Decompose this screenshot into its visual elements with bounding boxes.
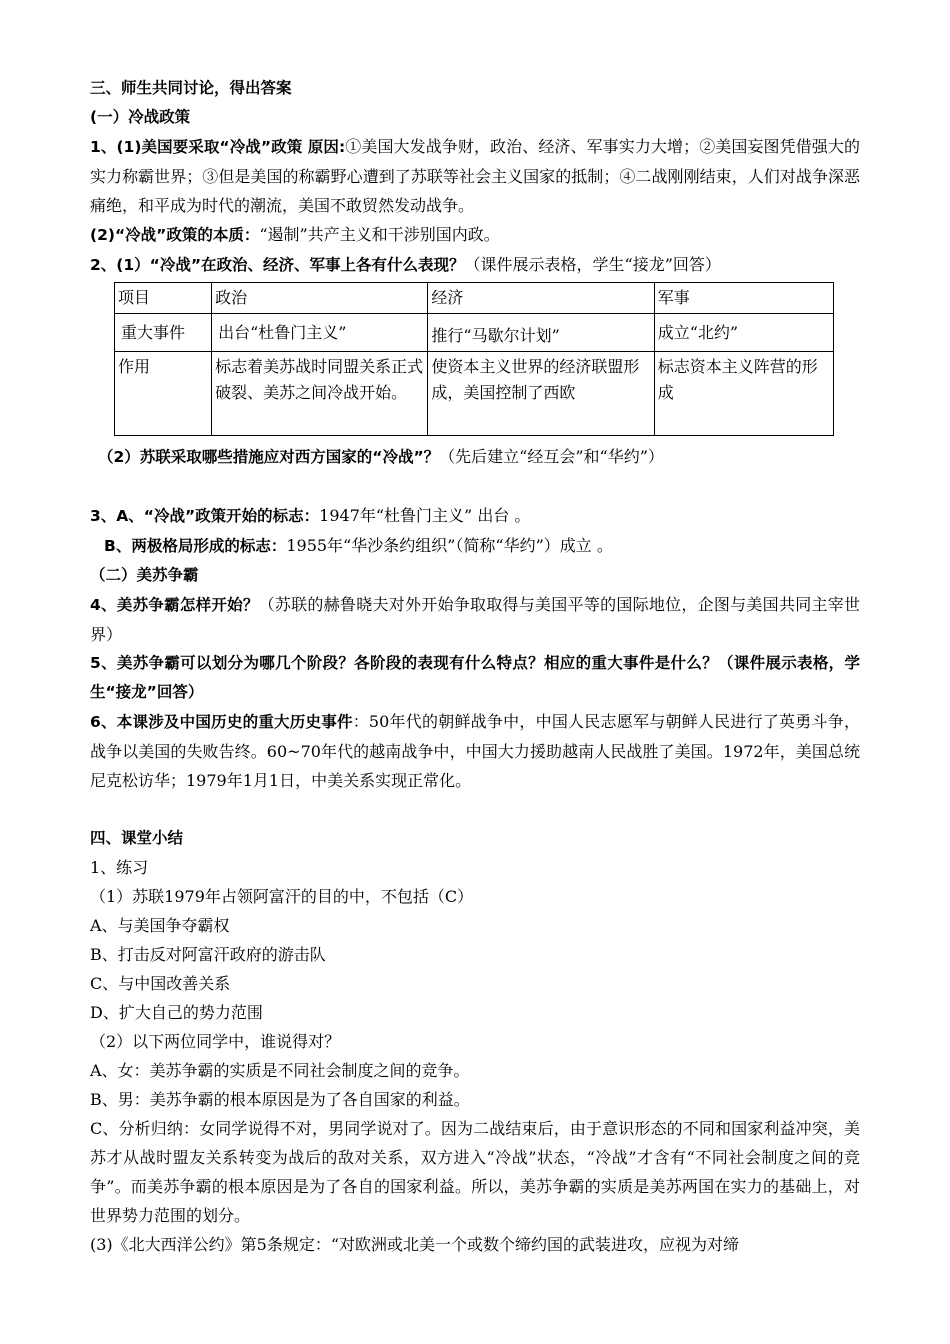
item3b-question: B、两极格局形成的标志： <box>104 537 287 555</box>
question-2-analysis: C、分析归纳：女同学说得不对，男同学说对了。因为二战结束后，由于意识形态的不同和国家利益冲突，美苏才从战时盟友关系转变为战后的敌对关系，双方进入“冷战”状态，“冷战”才含有“不同社会制度之间的竞争”。而美苏争霸的根本原因是为了各自的国家利益。所以，美苏争霸的实质是美苏两国在实力的基础上，对世界势力范围的划分。 <box>90 1119 860 1225</box>
question-1-option-c: C、与中国改善关系 <box>90 974 231 993</box>
item1-question: 1、(1)美国要采取“冷战”政策 原因: <box>90 138 346 156</box>
table-header-cell: 项目 <box>115 283 212 314</box>
table-header-cell: 经济 <box>428 283 654 314</box>
item2-2-paragraph <box>90 442 860 472</box>
item1-answer: ①美国大发战争财，政治、经济、军事实力大增；②美国妄图凭借强大的实力称霸世界；③但是美国的称霸野心遭到了苏联等社会主义国家的抵制；④二战刚刚结束，人们对战争深恶痛绝，和平成为时代的潮流，美国不敢贸然发动战争。 <box>90 137 860 215</box>
table-cell: 出台“杜鲁门主义” <box>212 314 428 352</box>
practice-label: 1、练习 <box>90 858 149 877</box>
table-cell: 推行“马歇尔计划” <box>428 314 654 352</box>
table-cell: 作用 <box>115 352 212 436</box>
item6-paragraph <box>90 707 860 795</box>
cold-war-table <box>114 282 834 436</box>
table-header-row <box>115 283 834 314</box>
item2-paragraph <box>90 250 860 280</box>
item5-paragraph: 5、美苏争霸可以划分为哪几个阶段？各阶段的表现有什么特点？相应的重大事件是什么？（课件展示表格，学生“接龙”回答） <box>90 654 860 701</box>
item1-paragraph <box>90 132 860 220</box>
table-header-cell: 军事 <box>654 283 833 314</box>
question-2-option-a: A、女：美苏争霸的实质是不同社会制度之间的竞争。 <box>90 1061 470 1080</box>
item2-question: 2、(1）“冷战”在政治、经济、军事上各有什么表现？ <box>90 256 465 274</box>
question-1: （1）苏联1979年占领阿富汗的目的中，不包括（C） <box>90 887 474 906</box>
section4-heading: 四、课堂小结 <box>90 829 184 847</box>
question-2-option-b: B、男：美苏争霸的根本原因是为了各自国家的利益。 <box>90 1090 470 1109</box>
subsection-rivalry: （二）美苏争霸 <box>90 566 199 584</box>
item4-question: 4、美苏争霸怎样开始？ <box>90 596 259 614</box>
item3a-paragraph <box>90 501 860 531</box>
item2-2-answer: （先后建立“经互会”和“华约”） <box>439 447 664 466</box>
item2-2-question: （2）苏联采取哪些措施应对西方国家的“冷战”？ <box>98 448 440 466</box>
question-2: （2）以下两位同学中，谁说得对？ <box>90 1032 341 1051</box>
item1-2-question: (2)“冷战”政策的本质： <box>90 226 260 244</box>
item3b-paragraph <box>90 531 860 561</box>
table-row <box>115 314 834 352</box>
item3b-answer: 1955年“华沙条约组织”（简称“华约”）成立 。 <box>286 536 613 555</box>
question-1-option-b: B、打击反对阿富汗政府的游击队 <box>90 945 326 964</box>
item6-question: 6、本课涉及中国历史的重大历史事件 <box>90 713 353 731</box>
question-1-option-d: D、扩大自己的势力范围 <box>90 1003 263 1022</box>
table-cell: 使资本主义世界的经济联盟形成，美国控制了西欧 <box>428 352 654 436</box>
item3a-question: 3、A、“冷战”政策开始的标志： <box>90 507 320 525</box>
item2-note: （课件展示表格，学生“接龙”回答） <box>464 255 721 274</box>
item6-answer: ：50年代的朝鲜战争中，中国人民志愿军与朝鲜人民进行了英勇斗争，战争以美国的失败告终。60~70年代的越南战争中，中国大力援助越南人民战胜了美国。1972年，美国总统尼克松访华；1979年1月1日，中美关系实现正常化。 <box>90 712 860 790</box>
item4-answer: （苏联的赫鲁晓夫对外开始争取取得与美国平等的国际地位，企图与美国共同主宰世界） <box>90 595 860 644</box>
item1-2-answer: “遏制”共产主义和干涉别国内政。 <box>259 225 500 244</box>
table-row <box>115 352 834 436</box>
table-cell: 重大事件 <box>115 314 212 352</box>
question-1-option-a: A、与美国争夺霸权 <box>90 916 230 935</box>
table-cell: 标志着美苏战时同盟关系正式破裂、美苏之间冷战开始。 <box>212 352 428 436</box>
document-page <box>90 74 860 1259</box>
item4-paragraph <box>90 590 860 649</box>
subsection-cold-war-policy: (一）冷战政策 <box>90 108 191 126</box>
table-cell: 标志资本主义阵营的形成 <box>654 352 833 436</box>
item3a-answer: 1947年“杜鲁门主义” 出台 。 <box>319 506 531 525</box>
table-cell: 成立“北约” <box>654 314 833 352</box>
table-header-cell: 政治 <box>212 283 428 314</box>
section3-heading: 三、师生共同讨论，得出答案 <box>90 79 292 97</box>
question-3: (3)《北大西洋公约》第5条规定：“对欧洲或北美一个或数个缔约国的武装进攻，应视为对缔 <box>90 1235 740 1254</box>
item1-2-paragraph <box>90 220 860 250</box>
